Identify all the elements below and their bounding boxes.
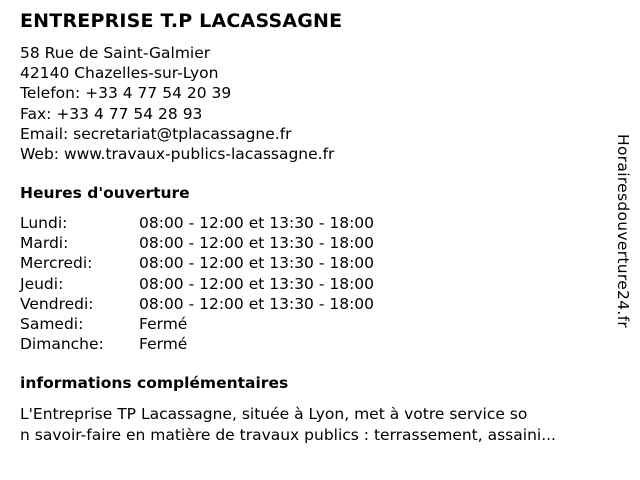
hours-value: 08:00 - 12:00 et 13:30 - 18:00 — [139, 294, 375, 313]
website-url: Web: www.travaux-publics-lacassagne.fr — [20, 144, 335, 163]
hours-value: Fermé — [139, 335, 188, 354]
hours-value: 08:00 - 12:00 et 13:30 - 18:00 — [139, 234, 375, 253]
hours-row-saturday — [20, 314, 440, 334]
business-description — [20, 404, 620, 446]
contact-block — [20, 43, 334, 164]
hours-row-tuesday — [20, 233, 440, 253]
day-label: Mercredi: — [20, 254, 93, 273]
day-label: Samedi: — [20, 314, 84, 333]
site-watermark: Horairesdouverture24.fr — [614, 134, 632, 329]
description-line: n savoir-faire en matière de travaux publics : terrassement, assaini... — [20, 426, 556, 444]
day-label: Vendredi: — [20, 294, 94, 313]
hours-row-thursday — [20, 274, 440, 294]
description-line: L'Entreprise TP Lacassagne, située à Lyon, met à votre service so — [20, 405, 528, 423]
email-address: Email: secretariat@tplacassagne.fr — [20, 124, 292, 143]
hours-row-monday — [20, 213, 440, 233]
hours-heading: Heures d'ouverture — [20, 184, 190, 202]
address-city: 42140 Chazelles-sur-Lyon — [20, 64, 219, 83]
hours-row-sunday — [20, 334, 440, 354]
phone-number: Telefon: +33 4 77 54 20 39 — [20, 84, 232, 103]
day-label: Mardi: — [20, 234, 69, 253]
day-label: Jeudi: — [20, 274, 64, 293]
hours-value: 08:00 - 12:00 et 13:30 - 18:00 — [139, 274, 375, 293]
hours-row-friday — [20, 294, 440, 314]
opening-hours-table — [20, 213, 440, 354]
day-label: Lundi: — [20, 214, 68, 232]
info-heading: informations complémentaires — [20, 374, 289, 392]
day-label: Dimanche: — [20, 335, 104, 354]
fax-number: Fax: +33 4 77 54 28 93 — [20, 104, 203, 123]
hours-value: 08:00 - 12:00 et 13:30 - 18:00 — [139, 254, 375, 273]
hours-row-wednesday — [20, 253, 440, 273]
address-street: 58 Rue de Saint-Galmier — [20, 44, 211, 62]
hours-value: 08:00 - 12:00 et 13:30 - 18:00 — [139, 214, 375, 232]
hours-value: Fermé — [139, 314, 188, 333]
business-name: ENTREPRISE T.P LACASSAGNE — [20, 10, 343, 32]
